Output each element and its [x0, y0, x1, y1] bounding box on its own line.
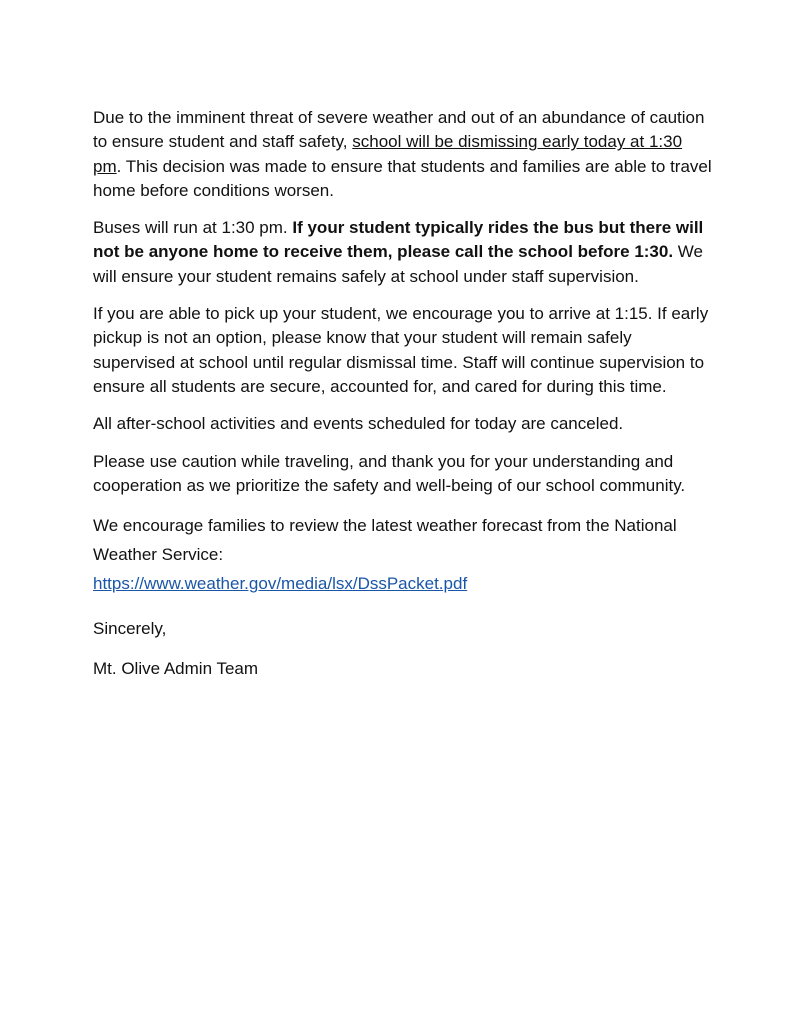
paragraph-activities-canceled: All after-school activities and events scheduled for today are canceled.	[93, 414, 624, 434]
paragraph-text: . This decision was made to ensure that students and families are able to travel home before conditions worsen.	[93, 156, 712, 200]
paragraph-early-dismissal	[93, 106, 713, 203]
closing-salutation: Sincerely,	[93, 619, 167, 639]
letter-body	[93, 106, 713, 697]
weather-forecast-intro: We encourage families to review the latest weather forecast from the National Weather Service:	[93, 516, 677, 565]
weather-link-line	[93, 569, 713, 598]
weather-forecast-link[interactable]: https://www.weather.gov/media/lsx/DssPacket.pdf	[93, 574, 468, 594]
paragraph-text: Buses will run at 1:30 pm.	[93, 218, 293, 238]
signature: Mt. Olive Admin Team	[93, 659, 259, 679]
bus-notice-emphasis: If your student typically rides the bus but there will not be anyone home to receive them, please call the school before 1:30.	[93, 218, 704, 262]
paragraph-text: We will ensure your student remains safely at school under staff supervision.	[93, 242, 703, 286]
paragraph-caution: Please use caution while traveling, and thank you for your understanding and cooperation as we prioritize the safety and well-being of our school community.	[93, 451, 686, 495]
paragraph-text: Due to the imminent threat of severe weather and out of an abundance of caution to ensure student and staff safety,	[93, 108, 705, 152]
paragraph-buses	[93, 216, 713, 289]
early-dismissal-emphasis: school will be dismissing early today at 1:30 pm	[93, 132, 683, 176]
paragraph-pickup: If you are able to pick up your student, we encourage you to arrive at 1:15. If early pickup is not an option, please know that your student will remain safely supervised at school until regular dismissal time. Staff will continue supervision to ensure all students are secure, accounted for, and cared for during this time.	[93, 304, 709, 396]
